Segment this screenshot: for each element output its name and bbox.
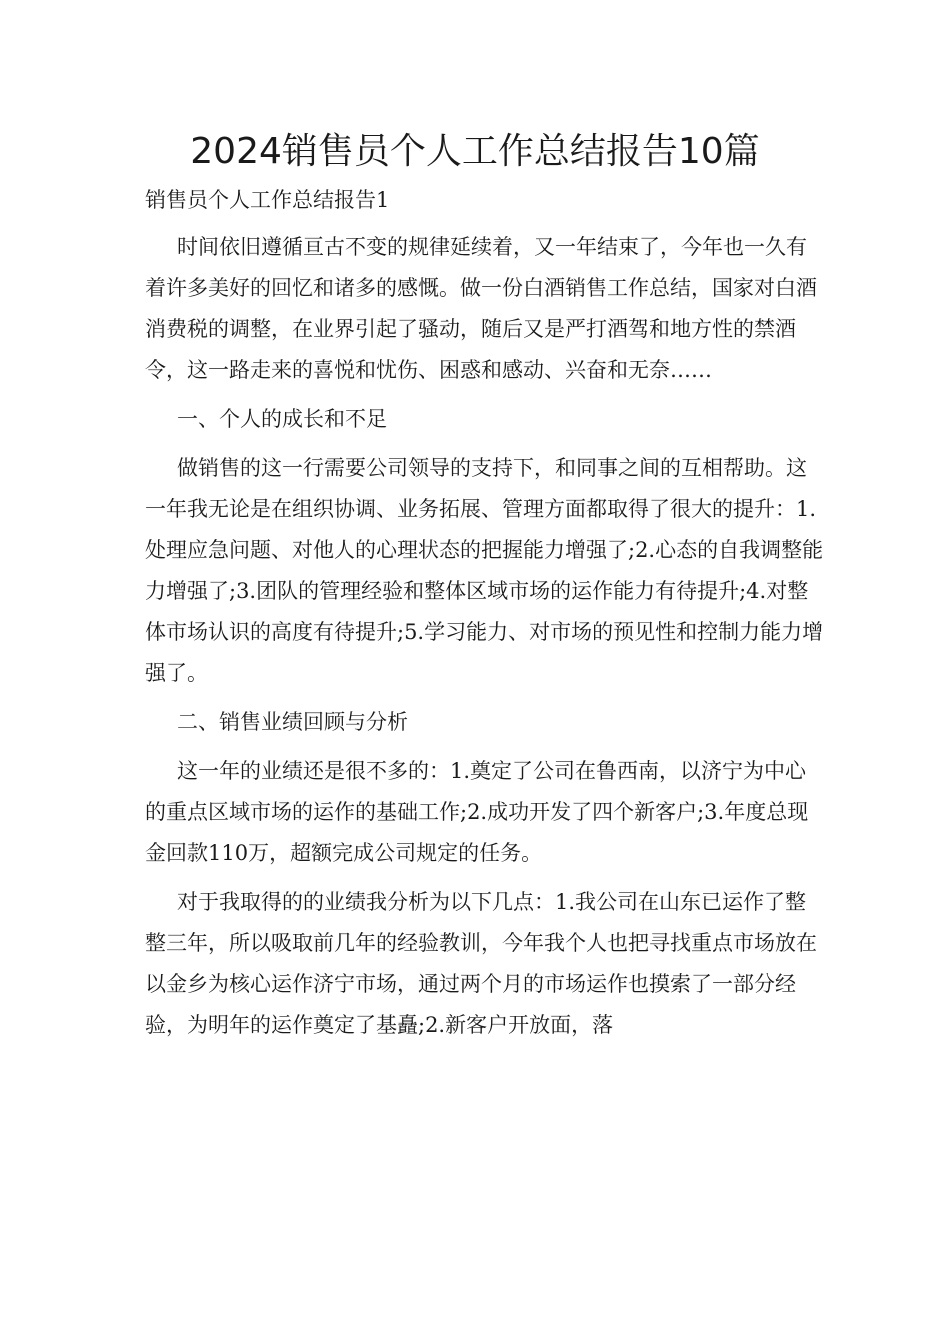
paragraph-sales-results: 这一年的业绩还是很不多的：1.奠定了公司在鲁西南，以济宁为中心的重点区域市场的运作的基础工作;2.成功开发了四个新客户;3.年度总现金回款110万，超额完成公司规定的任务。 <box>145 759 809 865</box>
subheading-personal-growth: 一、个人的成长和不足 <box>177 407 387 431</box>
paragraph-intro: 时间依旧遵循亘古不变的规律延续着，又一年结束了，今年也一久有着许多美好的回忆和诸多的感慨。做一份白酒销售工作总结，国家对白酒消费税的调整，在业界引起了骚动，随后又是严打酒驾和地方性的禁酒令，这一路走来的喜悦和忧伤、困惑和感动、兴奋和无奈…… <box>145 235 817 382</box>
document-body <box>145 227 825 1054</box>
document-title: 2024销售员个人工作总结报告10篇 <box>190 131 760 172</box>
subheading-sales-review: 二、销售业绩回顾与分析 <box>177 710 408 734</box>
section-heading: 销售员个人工作总结报告1 <box>145 188 390 212</box>
paragraph-sales-analysis: 对于我取得的的业绩我分析为以下几点：1.我公司在山东已运作了整整三年，所以吸取前几年的经验教训，今年我个人也把寻找重点市场放在以金乡为核心运作济宁市场，通过两个月的市场运作也摸索了一部分经验，为明年的运作奠定了基矗;2.新客户开放面，落 <box>145 890 817 1037</box>
paragraph-personal-growth: 做销售的这一行需要公司领导的支持下，和同事之间的互相帮助。这一年我无论是在组织协调、业务拓展、管理方面都取得了很大的提升：1.处理应急问题、对他人的心理状态的把握能力增强了;2.心态的自我调整能力增强了;3.团队的管理经验和整体区域市场的运作能力有待提升;4.对整体市场认识的高度有待提升;5.学习能力、对市场的预见性和控制力能力增强了。 <box>145 456 824 685</box>
